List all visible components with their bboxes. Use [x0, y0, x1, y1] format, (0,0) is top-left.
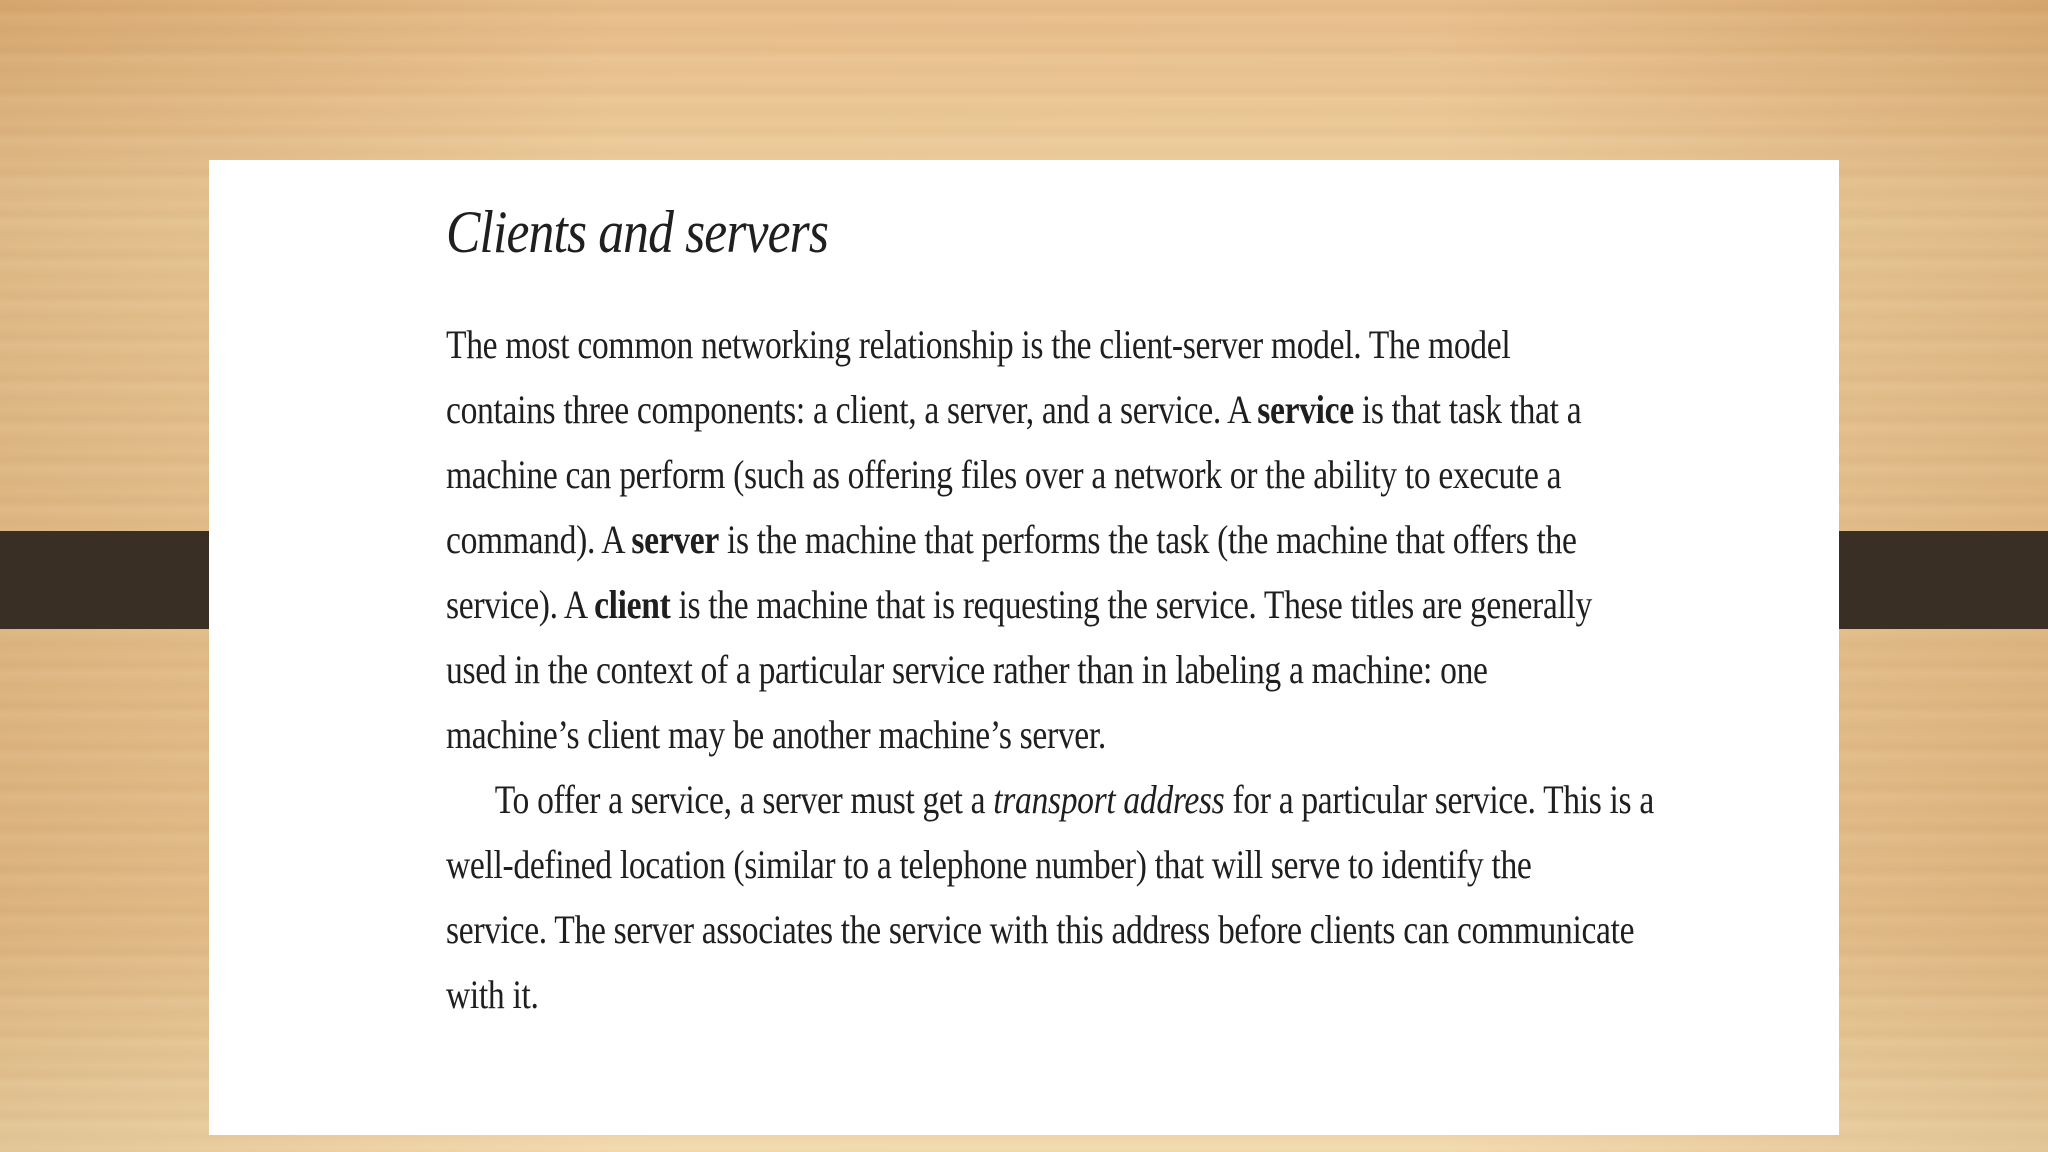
- p1-line-2-text-a: contains three components: a client, a server, and a service. A: [446, 387, 1258, 432]
- slide-title: Clients and servers: [446, 199, 829, 265]
- slide-card: [209, 160, 1839, 1135]
- paragraph-2: [446, 767, 1654, 1027]
- slide-content: [446, 196, 1806, 1017]
- p1-line-6: used in the context of a particular service rather than in labeling a machine: one: [446, 647, 1488, 692]
- p2-line-1-text-a: To offer a service, a server must get a: [494, 777, 994, 822]
- p1-line-4: [446, 507, 1588, 572]
- term-client: client: [594, 582, 671, 627]
- p1-line-3: machine can perform (such as offering files over a network or the ability to execute a: [446, 452, 1562, 497]
- term-service: service: [1257, 387, 1354, 432]
- right-dark-band: [1839, 531, 2048, 629]
- paragraph-1: [446, 312, 1592, 767]
- p1-line-1: The most common networking relationship is the client-server model. The model: [446, 322, 1511, 367]
- p1-line-5-text-a: service). A: [446, 582, 595, 627]
- p1-line-5: [446, 572, 1592, 637]
- term-server: server: [631, 517, 719, 562]
- left-dark-band: [0, 531, 210, 629]
- p2-line-1-text-c: for a particular service. This is a: [1224, 777, 1654, 822]
- p1-line-7: machine’s client may be another machine’s server.: [446, 712, 1106, 757]
- p1-line-4-text-a: command). A: [446, 517, 632, 562]
- p2-line-2: well-defined location (similar to a telephone number) that will serve to identify the: [446, 842, 1532, 887]
- p2-line-4: with it.: [446, 972, 539, 1017]
- term-transport-address: transport address: [993, 777, 1225, 822]
- p1-line-2-text-c: is that task that a: [1353, 387, 1582, 432]
- p2-line-1: [446, 767, 1654, 832]
- p1-line-4-text-c: is the machine that performs the task (the machine that offers the: [718, 517, 1577, 562]
- p1-line-5-text-c: is the machine that is requesting the service. These titles are generally: [670, 582, 1592, 627]
- p2-line-3: service. The server associates the service with this address before clients can communicate: [446, 907, 1635, 952]
- p1-line-2: [446, 377, 1588, 442]
